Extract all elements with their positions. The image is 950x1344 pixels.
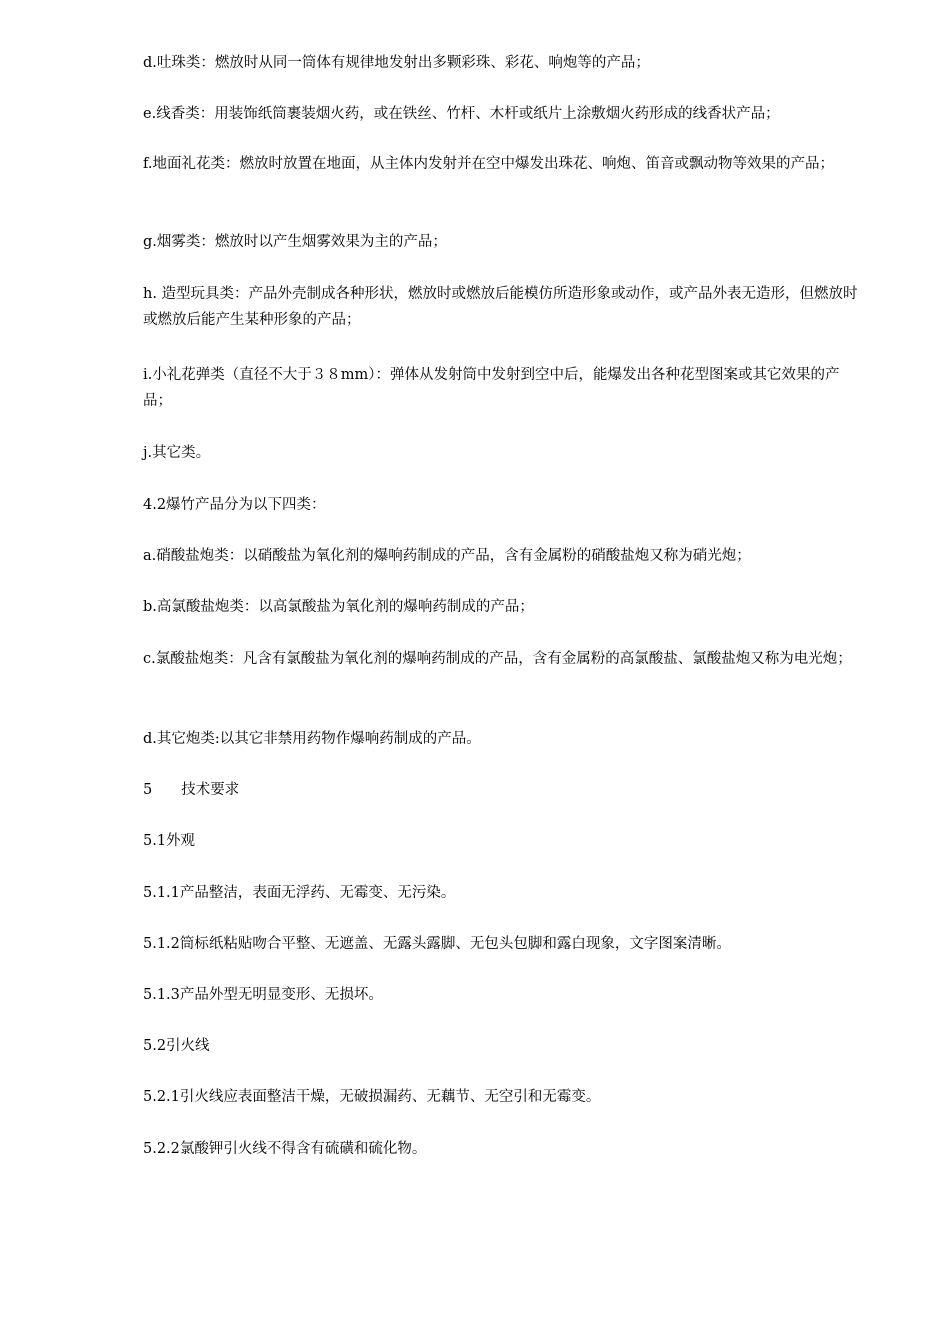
paragraph-i-small-shell: i.小礼花弹类（直径不大于３８mm）：弹体从发射筒中发射到空中后，能爆发出各种花型图案或其它效果的产品；	[143, 367, 840, 409]
paragraph-c-chlorate: c.氯酸盐炮类：凡含有氯酸盐为氧化剂的爆响药制成的产品，含有金属粉的高氯酸盐、氯酸盐炮又称为电光炮；	[143, 651, 852, 667]
paragraph-5-1-2: 5.1.2筒标纸粘贴吻合平整、无遮盖、无露头露脚、无包头包脚和露白现象，文字图案清晰。	[143, 936, 731, 952]
heading-5: 5 技术要求	[143, 782, 240, 798]
paragraph-h-toy-type: h. 造型玩具类：产品外壳制成各种形状，燃放时或燃放后能模仿所造形象或动作，或产品外表无造形，但燃放时或燃放后能产生某种形象的产品；	[143, 286, 858, 328]
paragraph-5-1-1: 5.1.1产品整洁，表面无浮药、无霉变、无污染。	[143, 885, 456, 901]
heading-5-2: 5.2引火线	[143, 1038, 210, 1054]
paragraph-d-spitting-beads: d.吐珠类：燃放时从同一筒体有规律地发射出多颗彩珠、彩花、响炮等的产品；	[143, 55, 650, 71]
heading-5-1: 5.1外观	[143, 833, 196, 849]
paragraph-5-2-2: 5.2.2氯酸钾引火线不得含有硫磺和硫化物。	[143, 1141, 427, 1157]
paragraph-5-1-3: 5.1.3产品外型无明显变形、无损坏。	[143, 987, 383, 1003]
paragraph-d-other-crackers: d.其它炮类:以其它非禁用药物作爆响药制成的产品。	[143, 731, 481, 747]
paragraph-b-perchlorate: b.高氯酸盐炮类：以高氯酸盐为氧化剂的爆响药制成的产品；	[143, 599, 534, 615]
paragraph-j-others: j.其它类。	[143, 445, 211, 461]
paragraph-a-nitrate: a.硝酸盐炮类：以硝酸盐为氧化剂的爆响药制成的产品，含有金属粉的硝酸盐炮又称为硝光炮；	[143, 548, 751, 564]
paragraph-5-2-1: 5.2.1引火线应表面整洁干燥，无破损漏药、无藕节、无空引和无霉变。	[143, 1089, 601, 1105]
paragraph-f-ground-fireworks: f.地面礼花类：燃放时放置在地面，从主体内发射并在空中爆发出珠花、响炮、笛音或飘动物等效果的产品；	[143, 156, 834, 172]
paragraph-g-smoke-type: g.烟雾类：燃放时以产生烟雾效果为主的产品；	[143, 234, 447, 250]
heading-4-2: 4.2爆竹产品分为以下四类：	[143, 497, 326, 513]
paragraph-e-incense-type: e.线香类：用装饰纸筒裹装烟火药，或在铁丝、竹杆、木杆或纸片上涂敷烟火药形成的线香状产品；	[143, 106, 780, 122]
